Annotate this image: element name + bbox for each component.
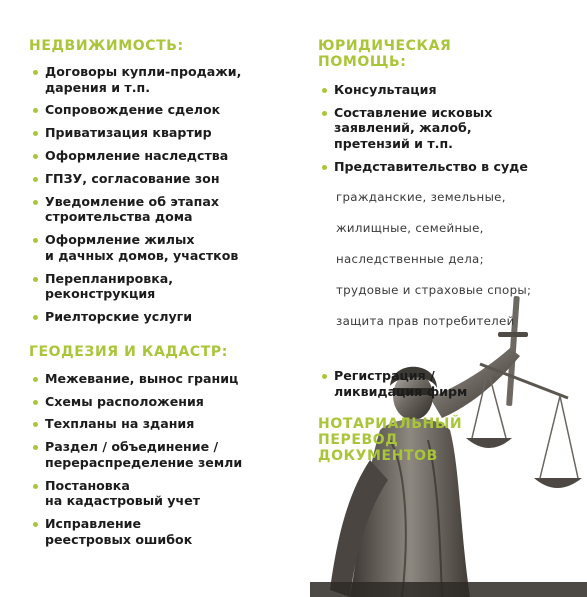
bullet-icon — [33, 131, 38, 136]
list-item-label: Договоры купли-продажи, дарения и т.п. — [45, 64, 242, 95]
list-item-label: Исправление реестровых ошибок — [45, 516, 193, 547]
list-item-label: Межевание, вынос границ — [45, 370, 239, 386]
list-item — [29, 439, 319, 470]
list-item — [318, 368, 580, 399]
court-details — [334, 174, 580, 345]
list-item — [29, 102, 319, 118]
bullet-icon — [322, 374, 327, 379]
list-item — [318, 159, 580, 361]
bullet-icon — [33, 238, 38, 243]
list-item — [29, 309, 319, 325]
legal-list — [318, 82, 580, 399]
bullet-icon — [33, 377, 38, 382]
list-item-label: Постановка на кадастровый учет — [45, 477, 200, 509]
court-detail-line: наследственные дела; — [336, 251, 484, 266]
list-item — [29, 516, 319, 547]
bullet-icon — [33, 315, 38, 320]
list-item-label: Сопровождение сделок — [45, 102, 221, 118]
list-item — [29, 125, 319, 141]
list-item — [318, 82, 580, 98]
right-column — [318, 0, 580, 464]
court-detail-line: защита прав потребителей — [336, 313, 515, 328]
bullet-icon — [33, 108, 38, 113]
bullet-icon — [322, 111, 327, 116]
list-item — [29, 478, 319, 509]
list-item — [29, 148, 319, 164]
left-column — [29, 0, 319, 554]
realty-list — [29, 64, 319, 325]
legal-heading: ЮРИДИЧЕСКАЯ ПОМОЩЬ: — [318, 38, 452, 70]
list-item-label: ГПЗУ, согласование зон — [45, 171, 220, 187]
list-item — [29, 394, 319, 410]
bullet-icon — [33, 177, 38, 182]
list-item — [29, 171, 319, 187]
notary-heading: НОТАРИАЛЬНЫЙ ПЕРЕВОД ДОКУМЕНТОВ — [318, 416, 463, 465]
bullet-icon — [33, 70, 38, 75]
bullet-icon — [33, 484, 38, 489]
list-item-label: Схемы расположения — [45, 393, 204, 409]
bullet-icon — [33, 422, 38, 427]
list-item — [29, 232, 319, 263]
list-item — [29, 64, 319, 95]
court-detail-line: гражданские, земельные, — [336, 189, 506, 204]
list-item-label: Представительство в суде — [334, 158, 528, 174]
list-item-label: Приватизация квартир — [45, 125, 212, 141]
bullet-icon — [33, 154, 38, 159]
list-item — [29, 416, 319, 432]
geo-heading: ГЕОДЕЗИЯ И КАДАСТР: — [29, 343, 228, 360]
list-item-label: Раздел / объединение / перераспределение земли — [45, 439, 243, 470]
court-detail-line: трудовые и страховые споры; — [336, 282, 532, 297]
list-item-label: Оформление наследства — [45, 148, 229, 164]
list-item-label: Техпланы на здания — [45, 416, 195, 432]
bullet-icon — [33, 400, 38, 405]
list-item — [29, 194, 319, 225]
bullet-icon — [33, 445, 38, 450]
list-item-label: Риелторские услуги — [45, 309, 193, 325]
list-item-label: Составление исковых заявлений, жалоб, претензий и т.п. — [334, 104, 493, 151]
geo-list — [29, 371, 319, 547]
list-item-label: Перепланировка, реконструкция — [45, 270, 174, 302]
bullet-icon — [33, 200, 38, 205]
bullet-icon — [33, 277, 38, 282]
list-item-label: Оформление жилых и дачных домов, участков — [45, 232, 239, 263]
bullet-icon — [322, 88, 327, 93]
bullet-icon — [33, 522, 38, 527]
list-item-label: Регистрация / ликвидация фирм — [334, 368, 468, 399]
court-detail-line: жилищные, семейные, — [336, 220, 484, 235]
list-item — [29, 371, 319, 387]
list-item — [29, 271, 319, 302]
realty-heading: НЕДВИЖИМОСТЬ: — [29, 38, 184, 54]
list-item — [318, 105, 580, 152]
list-item-label: Консультация — [334, 82, 437, 97]
bullet-icon — [322, 165, 327, 170]
list-item-label: Уведомление об этапах строительства дома — [45, 193, 219, 225]
